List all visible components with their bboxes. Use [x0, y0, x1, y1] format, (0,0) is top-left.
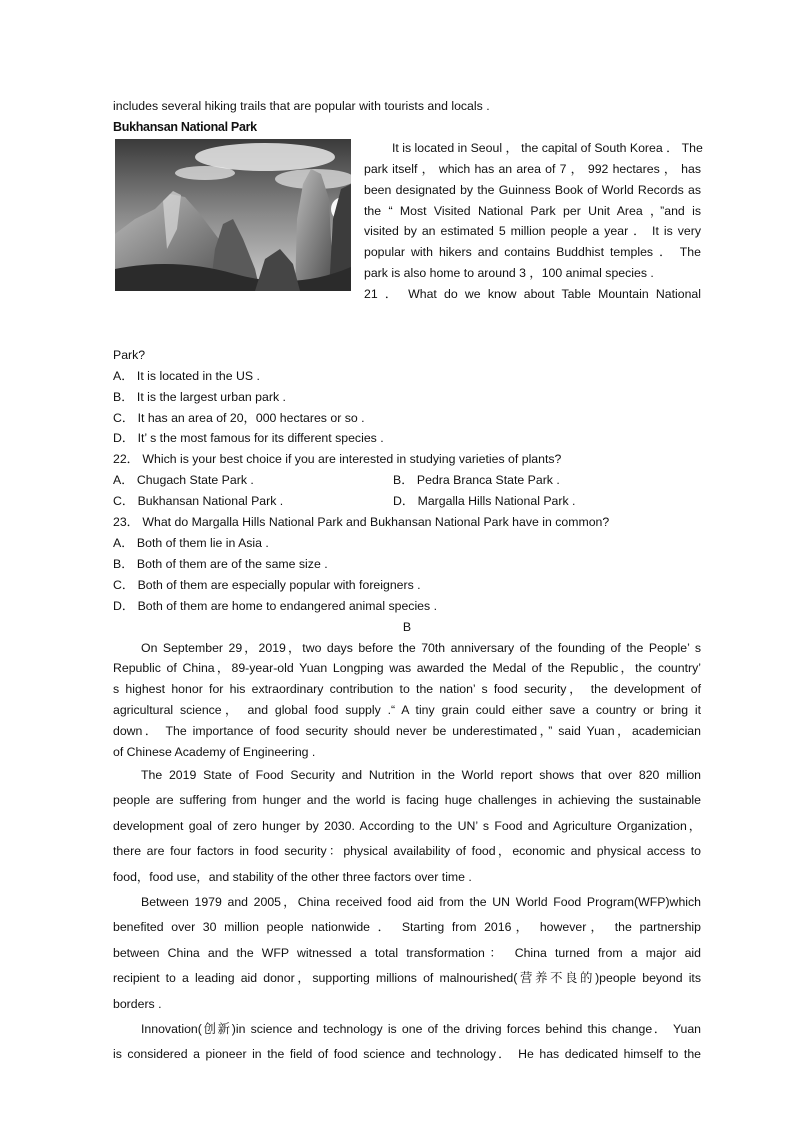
- option-23-c: C． Both of them are especially popular with foreigners .: [113, 577, 421, 592]
- text-line: visited by an estimated 5 million people a year ． It is very: [364, 224, 701, 239]
- question-21-stem-continued: Park?: [113, 347, 146, 362]
- option-23-a: A． Both of them lie in Asia .: [113, 535, 269, 550]
- text-line: is considered a pioneer in the field of food science and technology． He has dedicated himself to the: [113, 1047, 701, 1062]
- text-line: popular with hikers and contains Buddhist temples ． The: [364, 245, 701, 260]
- paragraph-4: [113, 1017, 701, 1068]
- question-22-options-row: [113, 491, 701, 512]
- text-line: people are suffering from hunger and the world is facing huge challenges in achieving the sustainable: [113, 793, 701, 808]
- option-23-d: D． Both of them are home to endangered animal species .: [113, 598, 438, 613]
- option-22-d: D． Margalla Hills National Park .: [393, 494, 576, 509]
- option-21-b: B． It is the largest urban park .: [113, 389, 286, 404]
- text-line: The 2019 State of Food Security and Nutrition in the World report shows that over 820 million: [141, 767, 701, 782]
- text-line: between China and the WFP witnessed a total transformation： China turned from a major aid: [113, 945, 701, 960]
- text-line: Innovation(创新)in science and technology is one of the driving forces behind this change． Yuan: [141, 1022, 701, 1036]
- option-21-d: D． It’ s the most famous for its different species .: [113, 431, 384, 446]
- text-line: agricultural science， and global food supply .“ A tiny grain could either save a country or bring it: [113, 703, 701, 718]
- option-22-a: A． Chugach State Park .: [113, 473, 254, 488]
- section-b-label: B: [402, 619, 412, 634]
- text-line: recipient to a leading aid donor，supporting millions of malnourished(营养不良的)people beyond its: [113, 971, 701, 986]
- question-22-options-row: [113, 470, 701, 491]
- text-line: benefited over 30 million people nationwide ． Starting from 2016， however， the partnership: [113, 920, 701, 935]
- text-line: there are four factors in food security：physical availability of food，economic and physical access to: [113, 844, 701, 859]
- text-line: borders .: [113, 996, 162, 1011]
- mountain-photo: [115, 139, 351, 291]
- text-line: It is located in Seoul ， the capital of South Korea ． The: [392, 140, 703, 155]
- text-line: of Chinese Academy of Engineering .: [113, 745, 316, 760]
- text-line: been designated by the Guinness Book of World Records as: [364, 182, 701, 197]
- text-line: On September 29，2019，two days before the 70th anniversary of the founding of the People’ s: [141, 640, 701, 655]
- option-22-c: C． Bukhansan National Park .: [113, 494, 284, 509]
- paragraph-3: [113, 890, 701, 1017]
- paragraph-2: [113, 763, 701, 890]
- text-line: food，food use，and stability of the other three factors over time .: [113, 869, 472, 884]
- question-22-stem: 22． Which is your best choice if you are interested in studying varieties of plants?: [113, 452, 562, 467]
- text-line: Between 1979 and 2005，China received food aid from the UN World Food Program(WFP)which: [141, 894, 701, 909]
- text-line: the “ Most Visited National Park per Unit Area ，”and is: [364, 203, 701, 218]
- option-22-b: B． Pedra Branca State Park .: [393, 473, 560, 488]
- text-line: park is also home to around 3 ，100 animal species .: [364, 266, 654, 281]
- document-content: [113, 96, 701, 1068]
- text-line: park itself ， which has an area of 7 ， 992 hectares ， has: [364, 161, 701, 176]
- option-23-b: B． Both of them are of the same size .: [113, 556, 328, 571]
- bukhansan-section: [113, 138, 701, 345]
- option-21-c: C． It has an area of 20，000 hectares or so .: [113, 410, 365, 425]
- text-line: down． The importance of food security should never be underestimated，” said Yuan，academician: [113, 724, 701, 739]
- intro-line: includes several hiking trails that are popular with tourists and locals .: [113, 99, 490, 113]
- question-23-stem: 23． What do Margalla Hills National Park and Bukhansan National Park have in common?: [113, 515, 610, 530]
- paragraph-1: [113, 638, 701, 763]
- bukhansan-description: [364, 138, 701, 305]
- park-heading: Bukhansan National Park: [113, 119, 257, 134]
- text-line: development goal of zero hunger by 2030. According to the UN’ s Food and Agriculture Organization，: [113, 818, 701, 833]
- text-line: s highest honor for his extraordinary contribution to the nation’ s food security， the development of: [113, 682, 701, 697]
- option-21-a: A． It is located in the US .: [113, 368, 260, 383]
- text-line: Republic of China，89-year-old Yuan Longping was awarded the Medal of the Republic，the country’: [113, 661, 701, 676]
- question-21-stem: 21 ． What do we know about Table Mountain National: [364, 287, 701, 302]
